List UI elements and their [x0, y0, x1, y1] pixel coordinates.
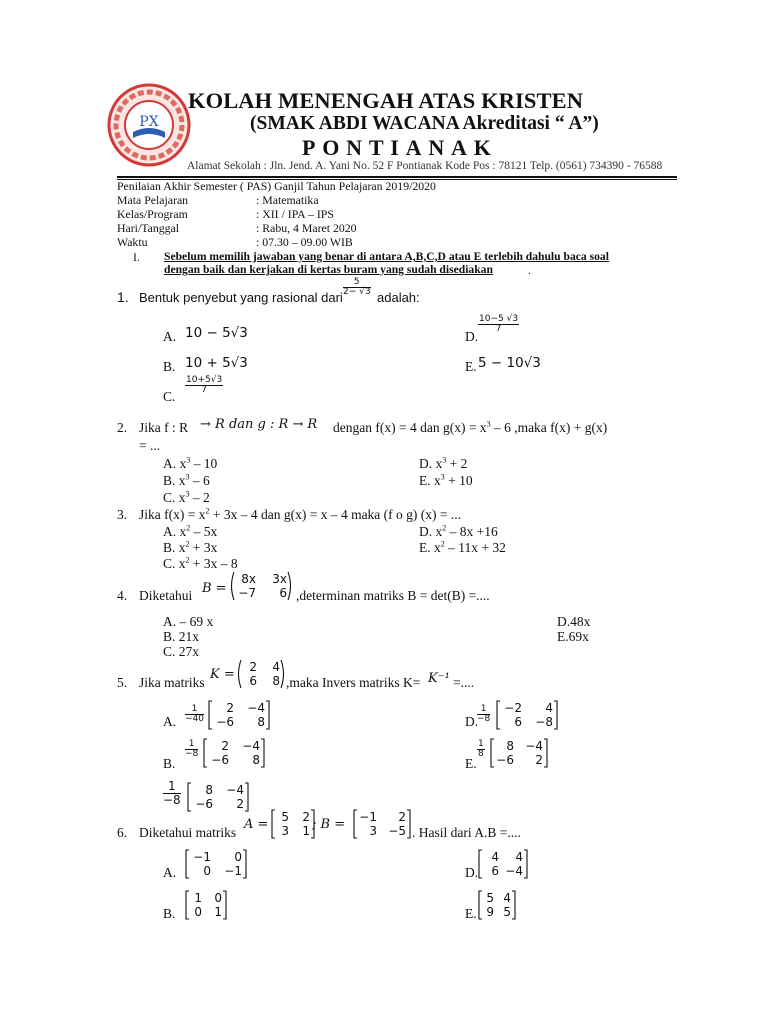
matrix-bracket — [223, 891, 226, 919]
q6-text: Diketahui matriks — [139, 825, 237, 840]
q1-option-a-label: A. — [163, 329, 177, 344]
q1-fraction: $\frac{5}{2- √3}$ — [343, 277, 371, 298]
matrix-cell: 6 — [279, 586, 287, 600]
matrix-cell: −7 — [238, 586, 256, 600]
matrix-cell: 2 — [535, 753, 543, 767]
matrix-cell: −1 — [193, 850, 211, 864]
matrix-cell: −4 — [242, 739, 260, 753]
matrix-cell: 4 — [503, 891, 511, 905]
info-label-date: Hari/Tanggal — [117, 221, 180, 235]
info-label-time: Waktu — [117, 235, 148, 249]
matrix-cell: 0 — [234, 850, 242, 864]
matrix-cell: −2 — [504, 701, 522, 715]
q2-text: Jika f : R — [139, 420, 189, 435]
matrix-bracket — [512, 891, 515, 919]
matrix-bracket — [204, 739, 207, 767]
q5-option-d-label: D. — [465, 714, 479, 729]
matrix-cell: 2 — [236, 797, 244, 811]
matrix-cell: 5 — [281, 810, 289, 824]
matrix-cell: −6 — [216, 715, 234, 729]
matrix-cell: −1 — [359, 810, 377, 824]
q1-text: Bentuk penyebut yang rasional dari — [139, 290, 343, 305]
matrix-bracket — [245, 783, 248, 811]
info-value-date: : Rabu, 4 Maret 2020 — [256, 221, 357, 235]
matrix-bracket — [188, 783, 191, 811]
q4-option-e: E.69x — [557, 629, 589, 644]
q6-option-e-label: E. — [465, 906, 477, 921]
matrix-cell: 8 — [272, 674, 280, 688]
info-value-time: : 07.30 – 09.00 WIB — [256, 235, 353, 249]
matrix-cell: 1 — [302, 824, 310, 838]
school-name: KOLAH MENENGAH ATAS KRISTEN — [188, 88, 584, 113]
q2-option-d: D. $x^3 + 2$ — [419, 455, 468, 471]
q4-option-c: C. 27x — [163, 644, 200, 659]
q4-text-end: ,determinan matriks B = det(B) =.... — [296, 588, 490, 603]
q2-number: 2. — [117, 420, 128, 435]
q2-option-b: B. $x^3 - 6$ — [163, 472, 210, 488]
matrix-cell: 1 — [194, 891, 202, 905]
matrix-cell: 2 — [249, 660, 257, 674]
matrix-cell: 4 — [491, 850, 499, 864]
matrix-cell: 4 — [272, 660, 280, 674]
q5-matrix — [236, 659, 286, 689]
matrix-bracket — [524, 850, 527, 878]
matrix-cell: 2 — [302, 810, 310, 824]
matrix-cell: 2 — [398, 810, 406, 824]
q5-option-c-fraction: $\frac{1}{-8}$ — [163, 779, 181, 807]
matrix-cell: 8 — [506, 739, 514, 753]
matrix-bracket — [554, 701, 557, 729]
matrix-cell: 4 — [515, 850, 523, 864]
q3-option-e: E. $x^2 - 11x + 32$ — [419, 539, 506, 555]
q2-text-cont: dengan f(x) = 4 dan $g(x) = x^3 - 6$ ,maka f(x) + g(x) — [333, 419, 608, 435]
matrix-bracket — [407, 810, 410, 838]
instruction-line1: Sebelum memilih jawaban yang benar di antara A,B,C,D atau E terlebih dahulu baca soal — [164, 250, 609, 263]
q4-option-d: D.48x — [557, 614, 591, 629]
matrix-cell: 8 — [257, 715, 265, 729]
matrix-bracket — [491, 739, 494, 767]
q5-number: 5. — [117, 675, 128, 690]
matrix-cell: 6 — [491, 864, 499, 878]
matrix-cell: 8 — [252, 753, 260, 767]
q5-option-d-matrix — [495, 700, 559, 730]
q5-option-a-label: A. — [163, 714, 177, 729]
matrix-bracket — [272, 810, 275, 838]
matrix-bracket — [354, 810, 357, 838]
q5-option-e-label: E. — [465, 756, 477, 771]
q3-text: Jika $f(x) = x^2 + 3x - 4$ dan g(x) = x – 4 maka (f o g) (x) = ... — [139, 506, 462, 522]
q4-option-a: A. – 69 x — [163, 614, 214, 629]
q2-option-a: A. $x^3 - 10$ — [163, 455, 218, 471]
q4-text: Diketahui — [139, 588, 193, 603]
matrix-cell: 3 — [281, 824, 289, 838]
q6-var-a: A = — [244, 817, 269, 832]
matrix-bracket — [479, 850, 482, 878]
q5-option-a-matrix — [207, 700, 271, 730]
q4-var: B = — [202, 581, 227, 596]
matrix-cell: 0 — [214, 891, 222, 905]
school-city: PONTIANAK — [302, 135, 498, 160]
q6-option-d-label: D. — [465, 865, 479, 880]
q1-option-e-label: E. — [465, 359, 477, 374]
matrix-bracket — [288, 572, 291, 600]
q1-number: 1. — [117, 289, 129, 305]
q5-var: K = — [210, 667, 235, 682]
q6-option-a-label: A. — [163, 865, 177, 880]
q5-text: Jika matriks — [139, 675, 205, 690]
matrix-bracket — [497, 701, 500, 729]
q2-text-end: = ... — [139, 438, 161, 453]
instruction-line2: dengan baik dan kerjakan di kertas buram yang sudah disediakan — [164, 263, 493, 276]
q5-option-a-fraction: $\frac{1}{-40}$ — [185, 704, 204, 725]
matrix-cell: 5 — [503, 905, 511, 919]
q5-option-d-fraction: $\frac{1}{-8}$ — [477, 704, 491, 725]
matrix-bracket — [186, 891, 189, 919]
q1-option-e: 5 − 10√3 — [478, 355, 541, 371]
q1-option-c-label: C. — [163, 389, 176, 404]
matrix-cell: 6 — [514, 715, 522, 729]
matrix-cell: 3 — [369, 824, 377, 838]
school-address: Alamat Sekolah : Jln. Jend. A. Yani No. 52 F Pontianak Kode Pos : 78121 Telp. (0561) 734390 - 76588 — [187, 160, 663, 172]
q5-option-b-matrix — [202, 738, 266, 768]
matrix-bracket — [266, 701, 269, 729]
matrix-cell: −1 — [224, 864, 242, 878]
matrix-cell: 3x — [272, 572, 287, 586]
matrix-cell: −4 — [505, 864, 523, 878]
q3-option-c: C. $x^2 + 3x - 8$ — [163, 555, 238, 571]
q6-option-a-matrix — [184, 849, 248, 879]
matrix-cell: −6 — [211, 753, 229, 767]
q1-option-b: 10 + 5√3 — [185, 355, 248, 371]
q5-option-e-matrix — [489, 738, 549, 768]
q6-option-b-label: B. — [163, 906, 176, 921]
q1-option-d: $\frac{10-5 √3}{7}$ — [479, 314, 519, 335]
school-logo — [106, 82, 192, 168]
q5-text-end: =.... — [453, 675, 475, 690]
matrix-bracket — [239, 660, 242, 688]
matrix-cell: 6 — [249, 674, 257, 688]
instruction-period: . — [528, 263, 531, 277]
q1-text-end: adalah: — [377, 290, 420, 305]
info-label-class: Kelas/Program — [117, 207, 188, 221]
matrix-cell: 5 — [486, 891, 494, 905]
header-divider — [117, 176, 677, 178]
matrix-bracket — [544, 739, 547, 767]
matrix-cell: 9 — [486, 905, 494, 919]
matrix-cell: 2 — [221, 739, 229, 753]
q4-matrix — [229, 571, 293, 601]
matrix-cell: −6 — [195, 797, 213, 811]
q1-option-a: 10 − 5√3 — [185, 325, 248, 341]
matrix-bracket — [243, 850, 246, 878]
q3-option-a: A. $x^2 - 5x$ — [163, 523, 218, 539]
q5-option-b-label: B. — [163, 756, 176, 771]
q6-matrix-b — [352, 809, 412, 839]
matrix-brackets — [477, 890, 517, 920]
matrix-bracket — [186, 850, 189, 878]
q1-option-c: $\frac{10+5√3}{7}$ — [186, 375, 223, 396]
info-value-class: : XII / IPA – IPS — [256, 207, 334, 221]
instruction-number: I. — [133, 250, 140, 264]
matrix-cell: 2 — [226, 701, 234, 715]
matrix-cell: −4 — [247, 701, 265, 715]
matrix-bracket — [479, 891, 482, 919]
matrix-cell: −4 — [226, 783, 244, 797]
q6-option-e-matrix — [477, 890, 517, 920]
info-label-subject: Mata Pelajaran — [117, 193, 189, 207]
matrix-cell: 0 — [203, 864, 211, 878]
matrix-cell: 8x — [241, 572, 256, 586]
q5-inverse: K⁻¹ — [428, 671, 450, 686]
matrix-cell: 8 — [205, 783, 213, 797]
q4-number: 4. — [117, 588, 128, 603]
matrix-cell: 1 — [214, 905, 222, 919]
q2-option-c: C. $x^3 - 2$ — [163, 489, 210, 505]
q3-option-b: B. $x^2 + 3x$ — [163, 539, 218, 555]
matrix-bracket — [209, 701, 212, 729]
matrix-cell: −6 — [496, 753, 514, 767]
q1-option-b-label: B. — [163, 359, 176, 374]
q6-text-end: . Hasil dari A.B =.... — [412, 825, 521, 840]
q3-option-d: D. $x^2 - 8x +16$ — [419, 523, 498, 539]
matrix-cell: −4 — [525, 739, 543, 753]
q6-option-d-matrix — [477, 849, 529, 879]
q5-option-b-fraction: $\frac{1}{-8}$ — [185, 739, 199, 760]
q2-math: → R dan g : R → R — [200, 417, 318, 432]
q5-option-e-fraction: $\frac{1}{8}$ — [478, 739, 484, 760]
exam-title: Penilaian Akhir Semester ( PAS) Ganjil Tahun Pelajaran 2019/2020 — [117, 179, 436, 193]
matrix-cell: −5 — [388, 824, 406, 838]
q6-var-b: ; B = — [312, 817, 346, 832]
svg-text:PX: PX — [139, 114, 159, 130]
matrix-cell: 0 — [194, 905, 202, 919]
matrix-bracket — [232, 572, 235, 600]
q6-option-b-matrix — [184, 890, 228, 920]
school-subtitle: (SMAK ABDI WACANA Akreditasi “ A”) — [250, 113, 599, 134]
matrix-bracket — [261, 739, 264, 767]
matrix-cell: 4 — [545, 701, 553, 715]
q3-number: 3. — [117, 507, 128, 522]
matrix-bracket — [281, 660, 284, 688]
q4-option-b: B. 21x — [163, 629, 200, 644]
q1-option-d-label: D. — [465, 329, 479, 344]
info-value-subject: : Matematika — [256, 193, 319, 207]
q5-option-c-matrix — [186, 782, 250, 812]
q2-option-e: E. $x^3 + 10$ — [419, 472, 473, 488]
q5-text-cont: ,maka Invers matriks K= — [286, 675, 421, 690]
matrix-cell: −8 — [535, 715, 553, 729]
q6-matrix-a — [270, 809, 316, 839]
q6-number: 6. — [117, 825, 128, 840]
